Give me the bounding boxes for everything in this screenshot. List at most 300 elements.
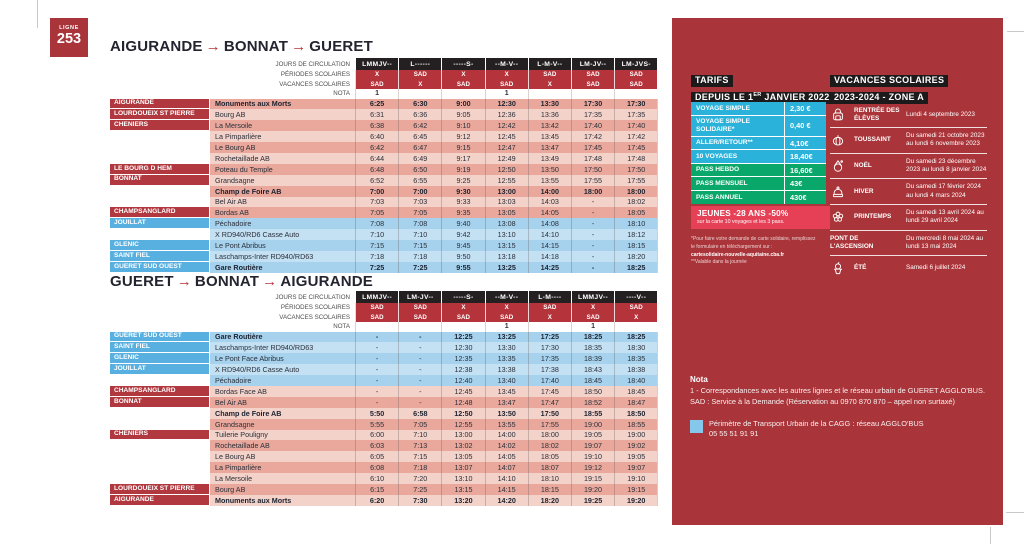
time-cell: 6:25 — [355, 99, 398, 110]
stop-cell: X RD940/RD6 Casse Auto — [210, 364, 355, 375]
time-cell: 19:02 — [614, 440, 657, 451]
time-cell: 13:38 — [485, 364, 528, 375]
vacances-label: TOUSSAINT — [854, 136, 891, 144]
stop-cell: Monuments aux Morts — [210, 495, 355, 506]
time-cell: 7:18 — [398, 251, 441, 262]
vacances-dates: Samedi 6 juillet 2024 — [906, 264, 966, 272]
header-row-label: JOURS DE CIRCULATION — [275, 60, 350, 68]
place-cell: GLENIC — [110, 240, 210, 251]
time-cell: 9:30 — [441, 186, 484, 197]
time-cell: 6:03 — [355, 440, 398, 451]
vacances-label: ÉTÉ — [854, 264, 867, 272]
time-cell: 17:35 — [571, 109, 614, 120]
header-row-label: PÉRIODES SCOLAIRES — [280, 304, 350, 312]
legend-phone: 05 55 51 91 91 — [709, 429, 759, 439]
nota-title: Nota — [690, 375, 708, 384]
time-cell: 18:20 — [614, 251, 657, 262]
jeunes-banner — [691, 206, 830, 229]
time-cell: 12:42 — [485, 120, 528, 131]
stop-cell: Bel Air AB — [210, 397, 355, 408]
route-title-part: GUERET — [110, 273, 174, 290]
time-cell: - — [355, 332, 398, 343]
time-cell: 19:00 — [571, 419, 614, 430]
place-cell: CHENIERS — [110, 430, 210, 441]
time-cell: 7:00 — [355, 186, 398, 197]
time-cell: - — [398, 332, 441, 343]
nota-cell — [614, 322, 657, 332]
stop-cell: Rochetaillade AB — [210, 153, 355, 164]
time-cell: 13:10 — [441, 473, 484, 484]
place-cell: GUERET SUD OUEST — [110, 262, 210, 273]
time-cell: 13:18 — [485, 251, 528, 262]
route-title-part: AIGURANDE — [280, 273, 374, 290]
time-cell: 18:30 — [614, 342, 657, 353]
time-cell: 17:25 — [528, 332, 571, 343]
time-cell: 7:10 — [398, 229, 441, 240]
time-cell: 6:42 — [355, 142, 398, 153]
tarif-price: 43€ — [784, 177, 826, 190]
vacances-dates: Du samedi 13 avril 2024 au lundi 29 avril 2024 — [906, 208, 984, 225]
time-cell: 14:02 — [485, 440, 528, 451]
time-cell: - — [571, 240, 614, 251]
stop-cell: Grandsagne — [210, 175, 355, 186]
time-cell: 18:25 — [614, 332, 657, 343]
jeunes-subtitle: sur la carte 10 voyages et les 3 pass. — [697, 219, 785, 225]
route-arrow-icon: → — [291, 38, 307, 55]
time-cell: 12:38 — [441, 364, 484, 375]
time-cell: 9:10 — [441, 120, 484, 131]
stop-cell: Bordas Face AB — [210, 386, 355, 397]
time-cell: 13:25 — [485, 262, 528, 273]
timetable-title — [110, 275, 658, 291]
vacances-scolaires-cell: X — [614, 313, 657, 323]
time-cell: 9:17 — [441, 153, 484, 164]
time-cell: 7:20 — [398, 473, 441, 484]
time-cell: 7:13 — [398, 440, 441, 451]
time-cell: 13:42 — [528, 120, 571, 131]
place-cell — [110, 419, 210, 430]
stop-cell: Monuments aux Morts — [210, 99, 355, 110]
time-cell: 19:15 — [614, 484, 657, 495]
stop-cell: Laschamps-Inter RD940/RD63 — [210, 342, 355, 353]
time-cell: 13:50 — [528, 164, 571, 175]
time-cell: 17:42 — [571, 131, 614, 142]
time-cell: 6:47 — [398, 142, 441, 153]
timetable-header — [110, 291, 658, 332]
time-cell: 19:20 — [571, 484, 614, 495]
time-cell: 19:07 — [614, 462, 657, 473]
time-cell: 13:15 — [441, 484, 484, 495]
place-cell: SAINT FIEL — [110, 342, 210, 353]
vacances-entry — [830, 103, 987, 128]
time-cell: 7:15 — [398, 240, 441, 251]
place-cell — [110, 186, 210, 197]
santa-icon — [830, 158, 854, 174]
time-cell: 7:30 — [398, 495, 441, 506]
time-cell: 9:40 — [441, 218, 484, 229]
line-badge — [50, 18, 88, 57]
time-cell: 9:15 — [441, 142, 484, 153]
time-cell: 7:10 — [355, 229, 398, 240]
vacances-entry — [830, 154, 987, 180]
vacances-label: PRINTEMPS — [854, 213, 892, 221]
time-cell: 18:40 — [614, 375, 657, 386]
tarifs-footnotes — [691, 236, 841, 267]
time-cell: 13:08 — [485, 218, 528, 229]
time-cell: 7:18 — [355, 251, 398, 262]
time-cell: 6:40 — [355, 131, 398, 142]
time-cell: 17:48 — [571, 153, 614, 164]
time-cell: 19:25 — [571, 495, 614, 506]
day-codes-cell: LM-JV-- — [398, 291, 441, 303]
time-cell: 17:30 — [571, 99, 614, 110]
time-cell: 7:03 — [355, 197, 398, 208]
vacances-entry — [830, 205, 987, 231]
vacances-scolaires-cell: SAD — [355, 80, 398, 90]
time-cell: 13:30 — [528, 99, 571, 110]
time-cell: 18:43 — [571, 364, 614, 375]
stop-cell: La Mersoile — [210, 473, 355, 484]
tarif-label: PASS MENSUEL — [696, 179, 748, 187]
time-cell: 12:40 — [441, 375, 484, 386]
vacances-list — [830, 103, 987, 280]
place-cell: JOUILLAT — [110, 218, 210, 229]
backpack-icon — [830, 107, 854, 123]
time-cell: 18:25 — [571, 332, 614, 343]
time-cell: 17:50 — [528, 408, 571, 419]
tarifs-footnote-line: **Valable dans la journée — [691, 259, 747, 266]
vacances-dates: Du samedi 21 octobre 2023 au lundi 6 novembre 2023 — [906, 132, 985, 148]
time-cell: 14:25 — [528, 262, 571, 273]
place-cell: JOUILLAT — [110, 364, 210, 375]
time-cell: 18:15 — [614, 240, 657, 251]
time-cell: 17:47 — [528, 397, 571, 408]
route-title-part: GUERET — [309, 38, 374, 55]
time-cell: 13:36 — [528, 109, 571, 120]
time-cell: - — [398, 375, 441, 386]
periode-scolaire-cell: SAD — [528, 70, 571, 80]
periode-scolaire-cell: SAD — [571, 70, 614, 80]
time-cell: 13:55 — [485, 419, 528, 430]
timetable-body — [110, 99, 658, 273]
time-cell: 7:15 — [398, 451, 441, 462]
time-cell: 6:08 — [355, 462, 398, 473]
tarif-price: 18,40€ — [784, 150, 826, 163]
time-cell: 14:07 — [485, 462, 528, 473]
header-row-label: NOTA — [333, 323, 350, 331]
stop-cell: Rochetaillade AB — [210, 440, 355, 451]
time-cell: - — [355, 342, 398, 353]
time-cell: 13:07 — [441, 462, 484, 473]
stop-cell: Bordas AB — [210, 207, 355, 218]
periode-scolaire-cell: SAD — [528, 303, 571, 313]
time-cell: 17:45 — [614, 142, 657, 153]
time-cell: 18:50 — [614, 408, 657, 419]
time-cell: 13:45 — [528, 131, 571, 142]
route-title-part: BONNAT — [223, 38, 289, 55]
time-cell: - — [355, 397, 398, 408]
vacances-header-line2: 2023-2024 - ZONE A — [830, 92, 928, 104]
stop-cell: Péchadoire — [210, 375, 355, 386]
time-cell: 7:03 — [398, 197, 441, 208]
time-cell: 7:00 — [398, 186, 441, 197]
time-cell: 7:05 — [398, 207, 441, 218]
vacances-scolaires-cell: SAD — [355, 313, 398, 323]
time-cell: 6:55 — [398, 175, 441, 186]
day-codes-cell: --M-V-- — [485, 291, 528, 303]
nota-cell — [441, 322, 484, 332]
stop-cell: Bourg AB — [210, 484, 355, 495]
header-row-label: JOURS DE CIRCULATION — [275, 293, 350, 301]
time-cell: 13:00 — [441, 430, 484, 441]
nota-lines — [690, 386, 998, 408]
place-cell: AIGURANDE — [110, 495, 210, 506]
tarif-price: 430€ — [784, 191, 826, 204]
place-cell: CHENIERS — [110, 120, 210, 131]
time-cell: 18:00 — [571, 186, 614, 197]
time-cell: 17:38 — [528, 364, 571, 375]
time-cell: 12:35 — [441, 353, 484, 364]
crop-mark — [990, 527, 991, 544]
stop-cell: Grandsagne — [210, 419, 355, 430]
line-badge-number: 253 — [56, 31, 82, 47]
vacances-dates: Du samedi 23 décembre 2023 au lundi 8 janvier 2024 — [906, 157, 987, 173]
tarif-price: 4,10€ — [784, 137, 826, 150]
time-cell: 14:05 — [528, 207, 571, 218]
time-cell: 19:12 — [571, 462, 614, 473]
vacances-scolaires-cell: SAD — [571, 313, 614, 323]
time-cell: 7:25 — [355, 262, 398, 273]
time-cell: 7:25 — [398, 262, 441, 273]
tarifs-footnote-line: cartesolidaire-nouvelle-aquitaine.cba.fr — [691, 251, 785, 258]
time-cell: 9:00 — [441, 99, 484, 110]
time-cell: 12:36 — [485, 109, 528, 120]
time-cell: 13:45 — [485, 386, 528, 397]
time-cell: 17:40 — [571, 120, 614, 131]
periode-scolaire-cell: SAD — [398, 303, 441, 313]
time-cell: 17:30 — [528, 342, 571, 353]
time-cell: 19:10 — [614, 473, 657, 484]
time-cell: 13:03 — [485, 197, 528, 208]
stop-cell: La Pimparlière — [210, 462, 355, 473]
time-cell: 14:10 — [485, 473, 528, 484]
time-cell: 17:55 — [528, 419, 571, 430]
stop-cell: Le Bourg AB — [210, 451, 355, 462]
tarif-label: PASS HEBDO — [696, 166, 740, 174]
time-cell: 7:25 — [398, 484, 441, 495]
time-cell: 6:48 — [355, 164, 398, 175]
time-cell: 6:44 — [355, 153, 398, 164]
nota-cell — [398, 322, 441, 332]
time-cell: 14:20 — [485, 495, 528, 506]
time-cell: 14:00 — [528, 186, 571, 197]
time-cell: 6:30 — [398, 99, 441, 110]
time-cell: - — [355, 375, 398, 386]
time-cell: 17:35 — [528, 353, 571, 364]
nota-cell: 1 — [485, 322, 528, 332]
day-codes-cell: L-M---- — [528, 291, 571, 303]
time-cell: - — [398, 364, 441, 375]
time-cell: 17:45 — [571, 142, 614, 153]
time-cell: 13:00 — [485, 186, 528, 197]
place-cell — [110, 142, 210, 153]
time-cell: 9:19 — [441, 164, 484, 175]
nota-cell: 1 — [571, 322, 614, 332]
time-cell: 13:05 — [485, 207, 528, 218]
vacances-scolaires-cell: X — [528, 313, 571, 323]
time-cell: 19:07 — [571, 440, 614, 451]
time-cell: 12:55 — [485, 175, 528, 186]
crop-mark — [1006, 512, 1024, 513]
tarif-label: VOYAGE SIMPLE — [696, 104, 750, 112]
timetable-body — [110, 332, 658, 506]
time-cell: 6:52 — [355, 175, 398, 186]
time-cell: 18:12 — [614, 229, 657, 240]
tarifs-header — [691, 71, 834, 105]
day-codes-cell: LMMJV-- — [571, 291, 614, 303]
time-cell: 6:20 — [355, 495, 398, 506]
time-cell: 18:55 — [614, 419, 657, 430]
time-cell: 19:05 — [571, 430, 614, 441]
nota-block — [690, 375, 998, 439]
legend-text: Périmètre de Transport Urbain de la CAGG : réseau AGGLO'BUS 05 55 51 91 91 — [709, 418, 924, 439]
stop-cell: Péchadoire — [210, 218, 355, 229]
vacances-entry — [830, 256, 987, 280]
time-cell: 6:10 — [355, 473, 398, 484]
tarif-row — [691, 190, 826, 204]
legend-swatch — [690, 420, 703, 433]
stop-cell: Bel Air AB — [210, 197, 355, 208]
time-cell: 18:45 — [571, 375, 614, 386]
place-cell: CHAMPSANGLARD — [110, 207, 210, 218]
time-cell: 18:05 — [528, 451, 571, 462]
nota-line: 1 - Correspondances avec les autres lignes et le réseau urbain de GUERET AGGLO'BUS. — [690, 386, 985, 395]
stop-cell: Le Bourg AB — [210, 142, 355, 153]
time-cell: 6:45 — [398, 131, 441, 142]
stop-cell: Gare Routière — [210, 262, 355, 273]
crop-mark — [1007, 31, 1024, 32]
vacances-scolaires-cell: SAD — [441, 80, 484, 90]
vacances-scolaires-cell: SAD — [441, 313, 484, 323]
info-panel — [672, 18, 1003, 525]
time-cell: 13:47 — [485, 397, 528, 408]
stop-cell: Champ de Foire AB — [210, 408, 355, 419]
time-cell: - — [571, 251, 614, 262]
tarif-row — [691, 102, 826, 115]
time-cell: 18:39 — [571, 353, 614, 364]
day-codes-cell: L------ — [398, 58, 441, 70]
tarifs-footnote-line: le formulaire en téléchargement sur : — [691, 243, 773, 250]
tarif-row — [691, 163, 826, 177]
header-row-label: VACANCES SCOLAIRES — [279, 80, 350, 88]
periode-scolaire-cell: X — [485, 70, 528, 80]
time-cell: 14:05 — [485, 451, 528, 462]
place-cell: LOURDOUEIX ST PIERRE — [110, 484, 210, 495]
time-cell: 13:15 — [485, 240, 528, 251]
periode-scolaire-cell: SAD — [355, 303, 398, 313]
time-cell: 7:05 — [398, 419, 441, 430]
time-cell: 17:40 — [528, 375, 571, 386]
timetable-return — [110, 275, 658, 506]
time-cell: 17:30 — [614, 99, 657, 110]
place-cell — [110, 440, 210, 451]
route-arrow-icon: → — [205, 38, 221, 55]
time-cell: 7:08 — [355, 218, 398, 229]
place-cell — [110, 131, 210, 142]
time-cell: 17:45 — [528, 386, 571, 397]
stop-cell: La Pimparlière — [210, 131, 355, 142]
time-cell: 9:33 — [441, 197, 484, 208]
time-cell: 7:08 — [398, 218, 441, 229]
time-cell: 6:36 — [398, 109, 441, 120]
vacances-scolaires-cell: SAD — [398, 313, 441, 323]
route-title-part: AIGURANDE — [110, 38, 203, 55]
tarif-row — [691, 136, 826, 150]
time-cell: 12:50 — [485, 164, 528, 175]
time-cell: 12:45 — [441, 386, 484, 397]
time-cell: - — [398, 353, 441, 364]
time-cell: 6:49 — [398, 153, 441, 164]
time-cell: 19:20 — [614, 495, 657, 506]
day-codes-cell: LM-JVS- — [614, 58, 657, 70]
jeunes-title: JEUNES -28 ANS -50% — [697, 209, 789, 218]
place-cell — [110, 153, 210, 164]
time-cell: 18:07 — [528, 462, 571, 473]
time-cell: - — [398, 342, 441, 353]
nota-cell — [528, 322, 571, 332]
time-cell: 18:47 — [614, 397, 657, 408]
time-cell: 9:05 — [441, 109, 484, 120]
time-cell: 18:55 — [571, 408, 614, 419]
time-cell: 6:42 — [398, 120, 441, 131]
timetable-title — [110, 40, 658, 58]
stop-cell: Laschamps-Inter RD940/RD63 — [210, 251, 355, 262]
place-cell — [110, 451, 210, 462]
day-codes-cell: --M-V-- — [485, 58, 528, 70]
time-cell: 18:00 — [528, 430, 571, 441]
place-cell — [110, 462, 210, 473]
periode-scolaire-cell: X — [485, 303, 528, 313]
time-cell: 13:47 — [528, 142, 571, 153]
place-cell: GLENIC — [110, 353, 210, 364]
nota-line: SAD : Service à la Demande (Réservation au 0970 870 870 – appel non surtaxé) — [690, 397, 955, 407]
time-cell: 19:15 — [571, 473, 614, 484]
place-cell: LOURDOUEIX ST PIERRE — [110, 109, 210, 120]
time-cell: 17:50 — [571, 164, 614, 175]
time-cell: 5:50 — [355, 408, 398, 419]
time-cell: 12:25 — [441, 332, 484, 343]
time-cell: 9:35 — [441, 207, 484, 218]
time-cell: 19:00 — [614, 430, 657, 441]
nota-cell — [398, 89, 441, 99]
vacances-header — [830, 71, 948, 105]
vacances-entry — [830, 128, 987, 154]
time-cell: 14:15 — [528, 240, 571, 251]
time-cell: - — [571, 229, 614, 240]
time-cell: 12:48 — [441, 397, 484, 408]
day-codes-cell: LM-JV-- — [571, 58, 614, 70]
urban-perimeter-legend — [690, 419, 998, 440]
stop-cell: Le Pont Abribus — [210, 240, 355, 251]
time-cell: 14:03 — [528, 197, 571, 208]
tarifs-header-line2: DEPUIS LE 1ER JANVIER 2022 — [691, 92, 834, 104]
time-cell: - — [571, 207, 614, 218]
time-cell: 17:55 — [571, 175, 614, 186]
nota-cell — [528, 89, 571, 99]
stop-cell: Le Pont Face Abribus — [210, 353, 355, 364]
time-cell: 9:25 — [441, 175, 484, 186]
time-cell: 18:05 — [614, 207, 657, 218]
